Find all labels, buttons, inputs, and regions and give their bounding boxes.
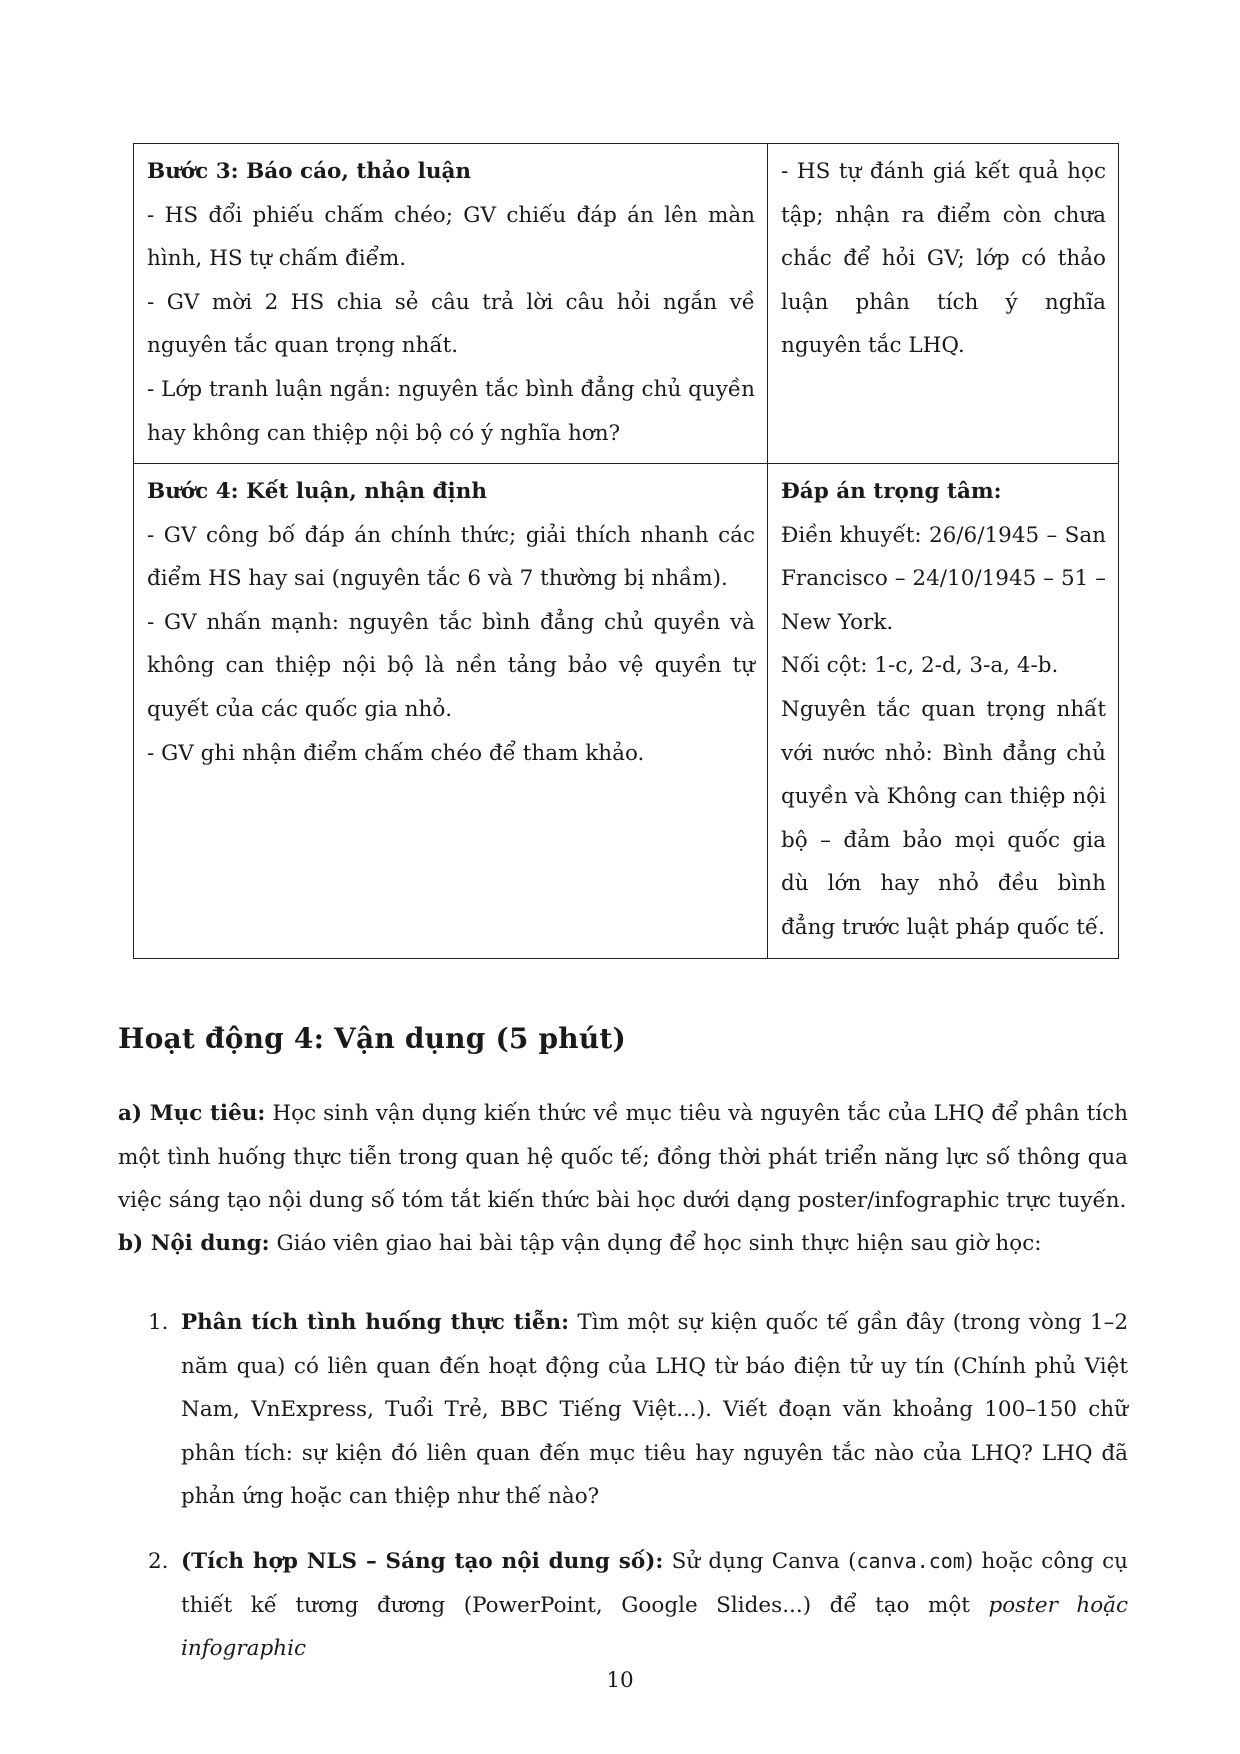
step-line: - GV mời 2 HS chia sẻ câu trả lời câu hỏi ngắn về nguyên tắc quan trọng nhất. — [147, 289, 755, 359]
step-line: - HS đổi phiếu chấm chéo; GV chiếu đáp án lên màn hình, HS tự chấm điểm. — [147, 202, 755, 272]
content-label: b) Nội dung: — [118, 1231, 270, 1256]
table-row — [134, 464, 1119, 959]
list-number: 2. — [148, 1549, 169, 1574]
activity-steps-table — [133, 143, 1119, 959]
step-heading: Bước 3: Báo cáo, thảo luận — [147, 159, 472, 184]
activity-heading: Hoạt động 4: Vận dụng (5 phút) — [118, 1022, 627, 1055]
list-item — [118, 1540, 1128, 1671]
step-line: - GV công bố đáp án chính thức; giải thích nhanh các điểm HS hay sai (nguyên tắc 6 và 7 thường bị nhầm). — [147, 522, 755, 592]
content-paragraph — [118, 1222, 1128, 1266]
list-item-label: (Tích hợp NLS – Sáng tạo nội dung số): — [181, 1549, 664, 1574]
result-line: - HS tự đánh giá kết quả học tập; nhận ra điểm còn chưa chắc để hỏi GV; lớp có thảo luận phân tích ý nghĩa nguyên tắc LHQ. — [781, 159, 1106, 359]
objective-label: a) Mục tiêu: — [118, 1101, 266, 1126]
step-heading: Bước 4: Kết luận, nhận định — [147, 479, 487, 504]
list-item-italic: poster hoặc infographic — [181, 1592, 1129, 1662]
table-cell-expected-result — [768, 464, 1119, 959]
page-number: 10 — [606, 1668, 634, 1693]
objective-paragraph — [118, 1092, 1128, 1223]
objective-text: Học sinh vận dụng kiến thức về mục tiêu và nguyên tắc của LHQ để phân tích một tình huống thực tiễn trong quan hệ quốc tế; đồng thời phát triển năng lực số thông qua việc sáng tạo nội dung số tóm tắt kiến thức bài học dưới dạng poster/infographic trực tuyến. — [118, 1101, 1128, 1214]
list-item-text: Tìm một sự kiện quốc tế gần đây (trong vòng 1–2 năm qua) có liên quan đến hoạt động của LHQ từ báo điện tử uy tín (Chính phủ Việt Nam, VnExpress, Tuổi Trẻ, BBC Tiếng Việt...). Viết đoạn văn khoảng 100–150 chữ phân tích: sự kiện đó liên quan đến mục tiêu hay nguyên tắc nào của LHQ? LHQ đã phản ứng hoặc can thiệp như thế nào? — [181, 1310, 1129, 1510]
table-cell-expected-result — [768, 144, 1119, 464]
list-item — [118, 1301, 1128, 1519]
answer-heading: Đáp án trọng tâm: — [781, 479, 1002, 504]
list-number: 1. — [148, 1310, 169, 1335]
inline-code: canva.com — [856, 1549, 965, 1573]
result-line: Nối cột: 1-c, 2-d, 3-a, 4-b. — [781, 653, 1059, 679]
list-item-label: Phân tích tình huống thực tiễn: — [181, 1310, 570, 1335]
content-text: Giáo viên giao hai bài tập vận dụng để học sinh thực hiện sau giờ học: — [276, 1231, 1042, 1256]
table-cell-teacher-activity — [134, 464, 768, 959]
step-line: - GV nhấn mạnh: nguyên tắc bình đẳng chủ quyền và không can thiệp nội bộ là nền tảng bảo vệ quyền tự quyết của các quốc gia nhỏ. — [147, 609, 755, 722]
list-item-text: Sử dụng Canva ( — [671, 1549, 857, 1574]
step-line: - Lớp tranh luận ngắn: nguyên tắc bình đẳng chủ quyền hay không can thiệp nội bộ có ý nghĩa hơn? — [147, 376, 755, 446]
table-cell-teacher-activity — [134, 144, 768, 464]
table-row — [134, 144, 1119, 464]
step-line: - GV ghi nhận điểm chấm chéo để tham khảo. — [147, 740, 645, 766]
result-line: Nguyên tắc quan trọng nhất với nước nhỏ: Bình đẳng chủ quyền và Không can thiệp nội bộ – đảm bảo mọi quốc gia dù lớn hay nhỏ đều bình đẳng trước luật pháp quốc tế. — [781, 696, 1106, 940]
result-line: Điền khuyết: 26/6/1945 – San Francisco – 24/10/1945 – 51 – New York. — [781, 522, 1106, 635]
list-item-text: ) hoặc công cụ thiết kế tương đương (PowerPoint, Google Slides...) để tạo một — [181, 1549, 1128, 1618]
